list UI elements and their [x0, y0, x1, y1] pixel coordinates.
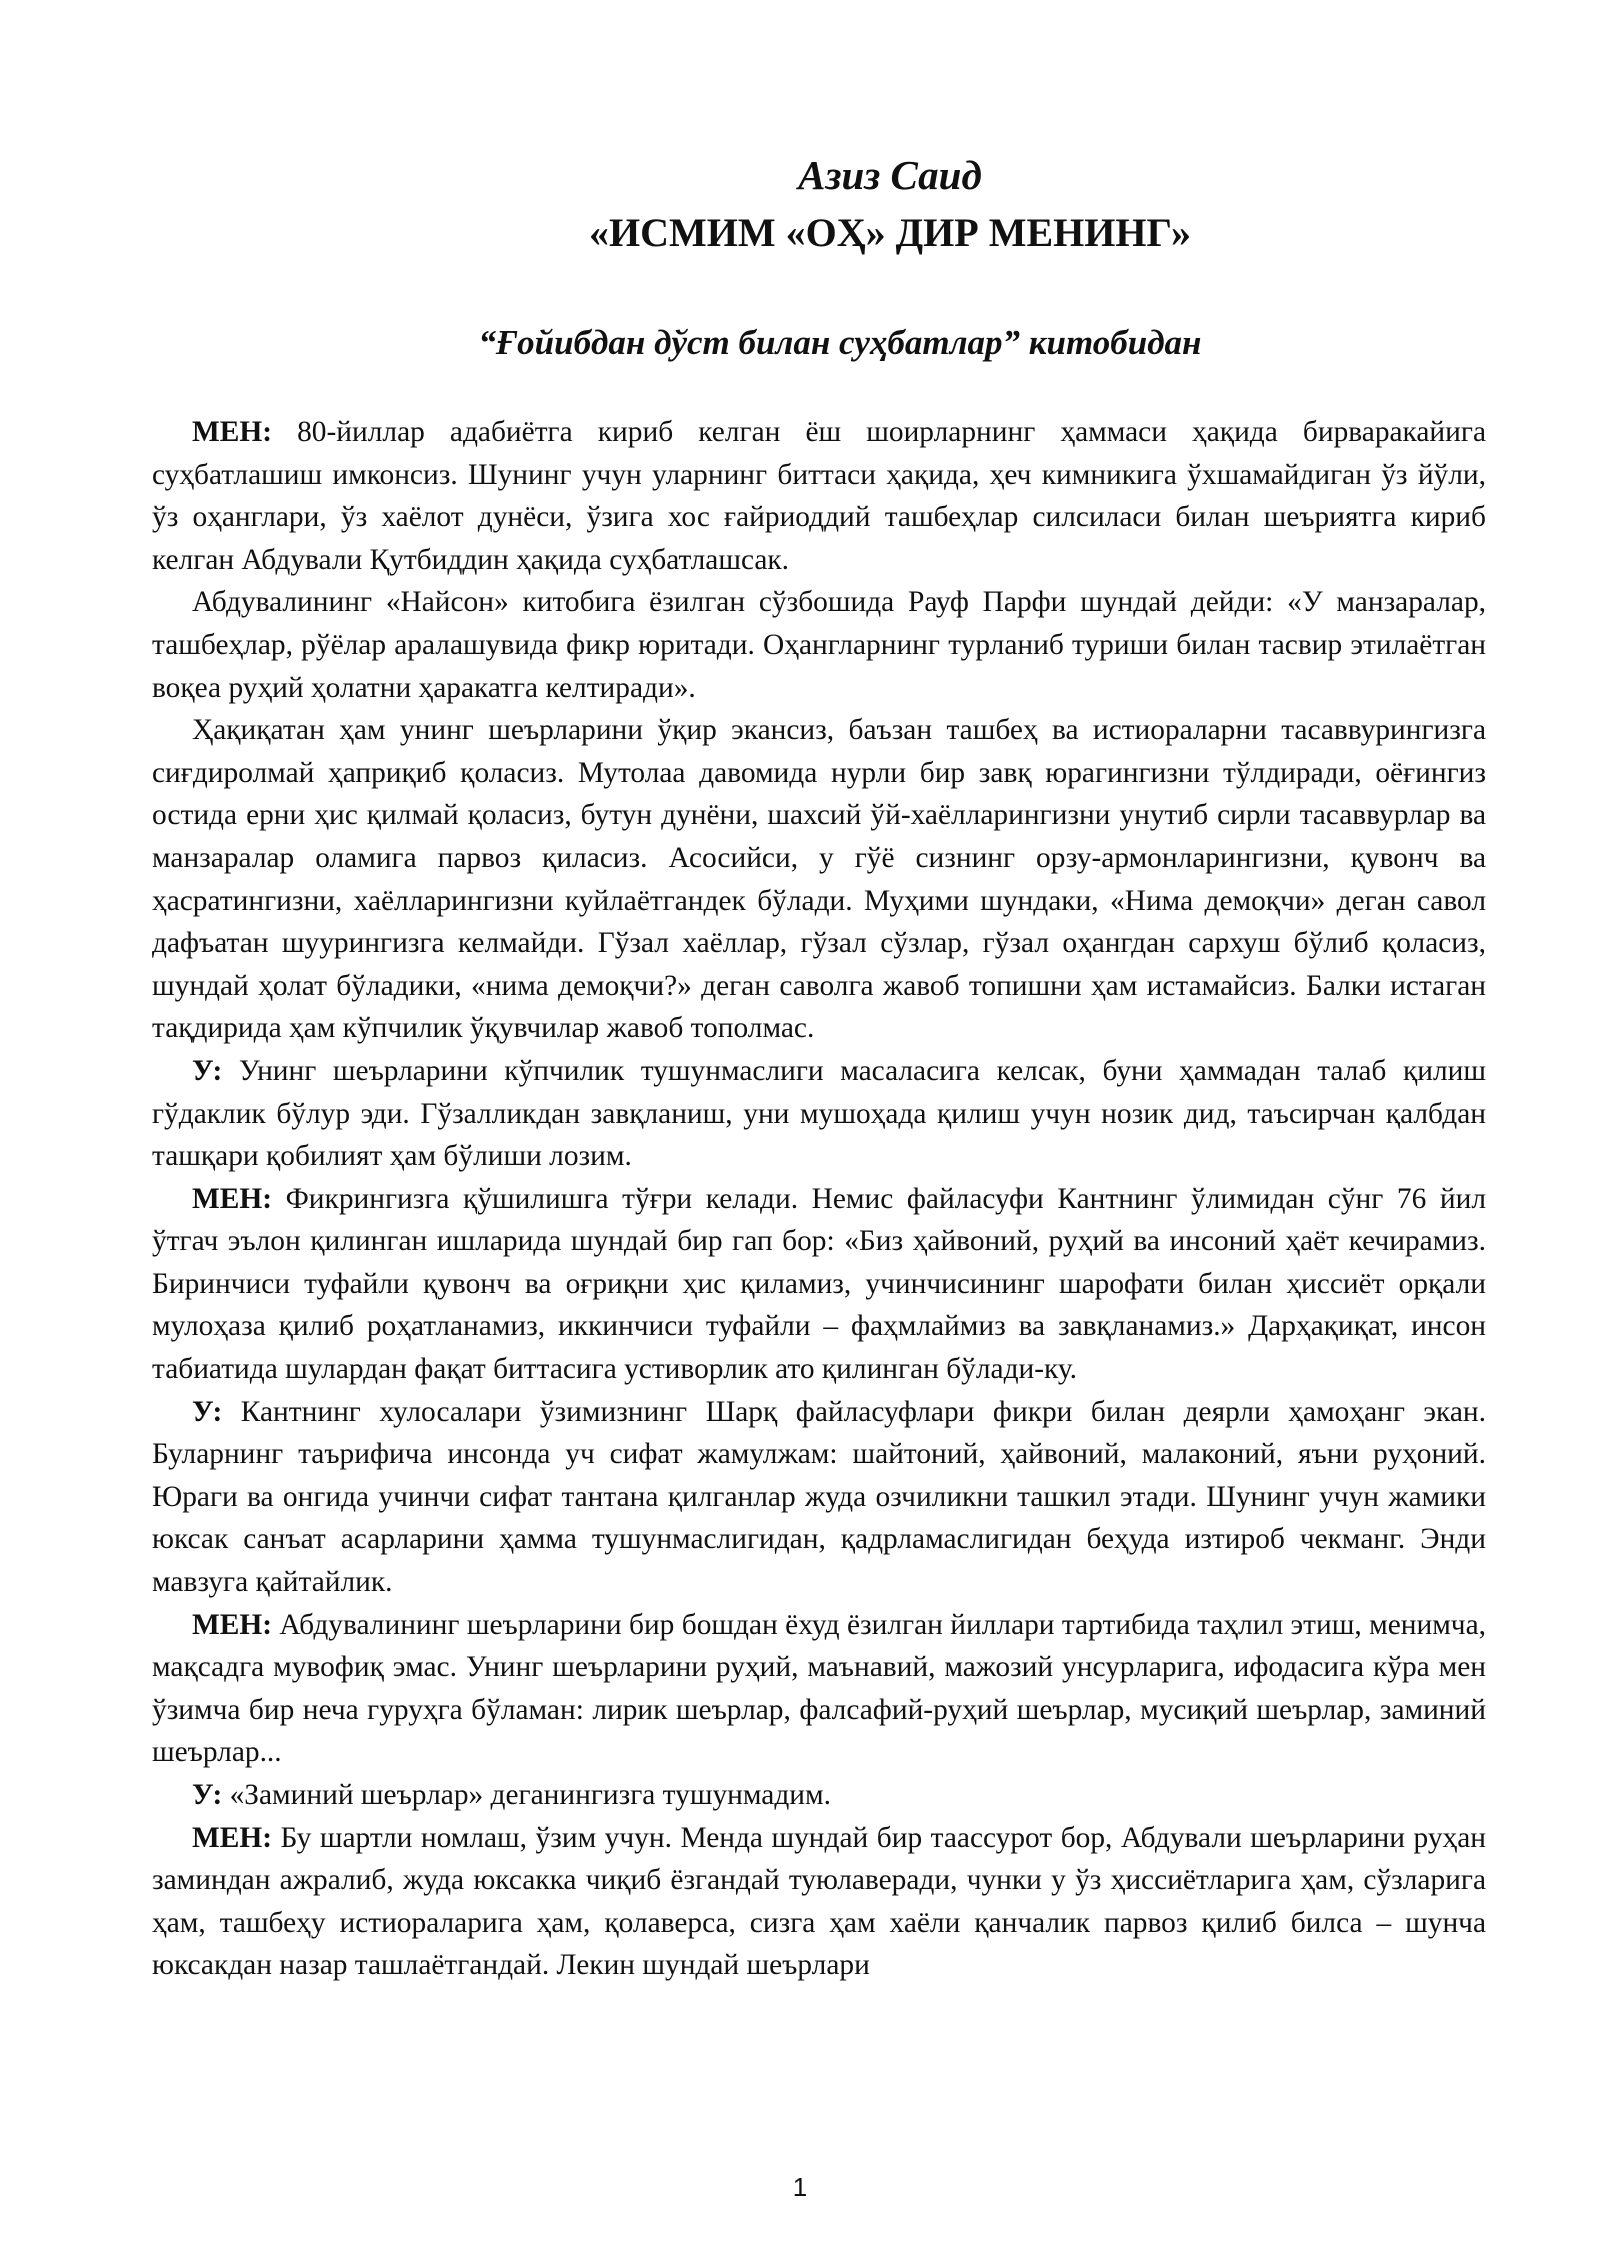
author-name: Азиз Саид	[798, 152, 982, 198]
paragraph	[152, 581, 1486, 709]
document-title: «ИСМИМ «ОҲ» ДИР МЕНИНГ»	[589, 210, 1191, 255]
paragraph-text: Абдувалининг «Найсон» китобига ёзилган сўзбошида Рауф Парфи шундай дейди: «У манзаралар, ташбеҳлар, рўёлар аралашувида фикр юритади. Оҳангларнинг турланиб туриши билан тасвир этилаётган воқеа руҳий ҳолатни ҳаракатга келтиради».	[152, 586, 1486, 704]
paragraph	[152, 1178, 1486, 1391]
body-text	[152, 411, 1486, 1987]
paragraph-text: Кантнинг хулосалари ўзимизнинг Шарқ файласуфлари фикри билан деярли ҳамоҳанг экан. Буларнинг таърифича инсонда уч сифат жамулжам: шайтоний, ҳайвоний, малаконий, яъни руҳоний. Юраги ва онгида учинчи сифат тантана қилганлар жуда озчиликни ташкил этади. Шунинг учун жамики юксак санъат асарларини ҳамма тушунмаслигидан, қадрламаслигидан беҳуда изтироб чекманг. Энди мавзуга қайтайлик.	[152, 1395, 1486, 1599]
paragraph-text: Фикрингизга қўшилишга тўғри келади. Немис файласуфи Кантнинг ўлимидан сўнг 76 йил ўтгач эълон қилинган ишларида шундай бир гап бор: «Биз ҳайвоний, руҳий ва инсоний ҳаёт кечирамиз. Биринчиси туфайли қувонч ва оғриқни ҳис қиламиз, учинчисининг шарофати билан ҳиссиёт орқали мулоҳаза қилиб роҳатланамиз, иккинчиси туфайли – фаҳмлаймиз ва завқланамиз.» Дарҳақиқат, инсон табиатида шулардан фақат биттасига устиворлик ато қилинган бўлади-ку.	[152, 1182, 1486, 1386]
paragraph	[152, 1817, 1486, 1987]
paragraph-text: Бу шартли номлаш, ўзим учун. Менда шундай бир таассурот бор, Абдували шеърларини руҳан заминдан ажралиб, жуда юксакка чиқиб ёзгандай туюлаверади, чунки у ўз ҳиссиётларига ҳам, сўзларига ҳам, ташбеҳу истиораларига ҳам, қолаверса, сизга ҳам хаёли қанчалик парвоз қилиб билса – шунча юксакдан назар ташлаётгандай. Лекин шундай шеърлари	[152, 1821, 1486, 1982]
paragraph	[152, 1050, 1486, 1178]
speaker-label: МЕН:	[192, 416, 272, 448]
document-subtitle: “Ғойибдан дўст билан суҳбатлар” китобидан	[478, 323, 1202, 362]
paragraph-text: Ҳақиқатан ҳам унинг шеърларини ўқир эканcиз, баъзан ташбеҳ ва истиораларни тасаввурингизга сиғдиролмай ҳаприқиб қоласиз. Мутолаа давомида нурли бир завқ юрагингизни тўлдиради, оёғингиз остида ерни ҳис қилмай қоласиз, бутун дунёни, шахсий ўй-хаёлларингизни унутиб сирли тасаввурлар ва манзаралар оламига парвоз қиласиз. Асосийси, у гўё сизнинг орзу-армонларингизни, қувонч ва ҳасратингизни, хаёлларингизни куйлаётгандек бўлади. Муҳими шундаки, «Нима демоқчи» деган савол дафъатан шуурингизга келмайди. Гўзал хаёллар, гўзал сўзлар, гўзал оҳангдан сархуш бўлиб қоласиз, шундай ҳолат бўладики, «нима демоқчи?» деган саволга жавоб топишни ҳам истамайсиз. Балки истаган тақдирида ҳам кўпчилик ўқувчилар жавоб тополмас.	[152, 714, 1486, 1045]
paragraph	[152, 709, 1486, 1050]
speaker-label: У:	[192, 1779, 223, 1811]
paragraph-text: 80-йиллар адабиётга кириб келган ёш шоирларнинг ҳаммаси ҳақида бирваракайига суҳбатлашиш имконсиз. Шунинг учун уларнинг биттаси ҳақида, ҳеч кимникига ўхшамайдиган ўз йўли, ўз оҳанглари, ўз хаёлот дунёси, ўзига хос ғайриоддий ташбеҳлар силсиласи билан шеъриятга кириб келган Абдували Қутбиддин ҳақида суҳбатлашсак.	[152, 416, 1486, 576]
speaker-label: У:	[192, 1395, 223, 1428]
paragraph-text: Абдувалининг шеърларини бир бошдан ёхуд ёзилган йиллари тартибида таҳлил этиш, менимча, мақсадга мувофиқ эмас. Унинг шеърларини руҳий, маънавий, мажозий унсурларига, ифодасига кўра мен ўзимча бир неча гуруҳга бўламан: лирик шеърлар, фалсафий-руҳий шеърлар, мусиқий шеърлар, заминий шеърлар...	[152, 1608, 1486, 1769]
page-number: 1	[792, 2172, 808, 2202]
paragraph	[152, 411, 1486, 581]
paragraph	[152, 1604, 1486, 1774]
speaker-label: МЕН:	[192, 1608, 272, 1641]
speaker-label: У:	[192, 1054, 223, 1087]
paragraph	[152, 1391, 1486, 1604]
speaker-label: МЕН:	[192, 1821, 272, 1854]
speaker-label: МЕН:	[192, 1182, 272, 1215]
paragraph-text: «Заминий шеърлар» деганингизга тушунмадим.	[222, 1779, 831, 1811]
paragraph-text: Унинг шеърларини кўпчилик тушунмаслиги масаласига келсак, буни ҳаммадан талаб қилиш гўдаклик бўлур эди. Гўзалликдан завқланиш, уни мушоҳада қилиш учун нозик дид, таъсирчан қалбдан ташқари қобилият ҳам бўлиши лозим.	[152, 1054, 1486, 1173]
paragraph	[152, 1774, 1486, 1817]
